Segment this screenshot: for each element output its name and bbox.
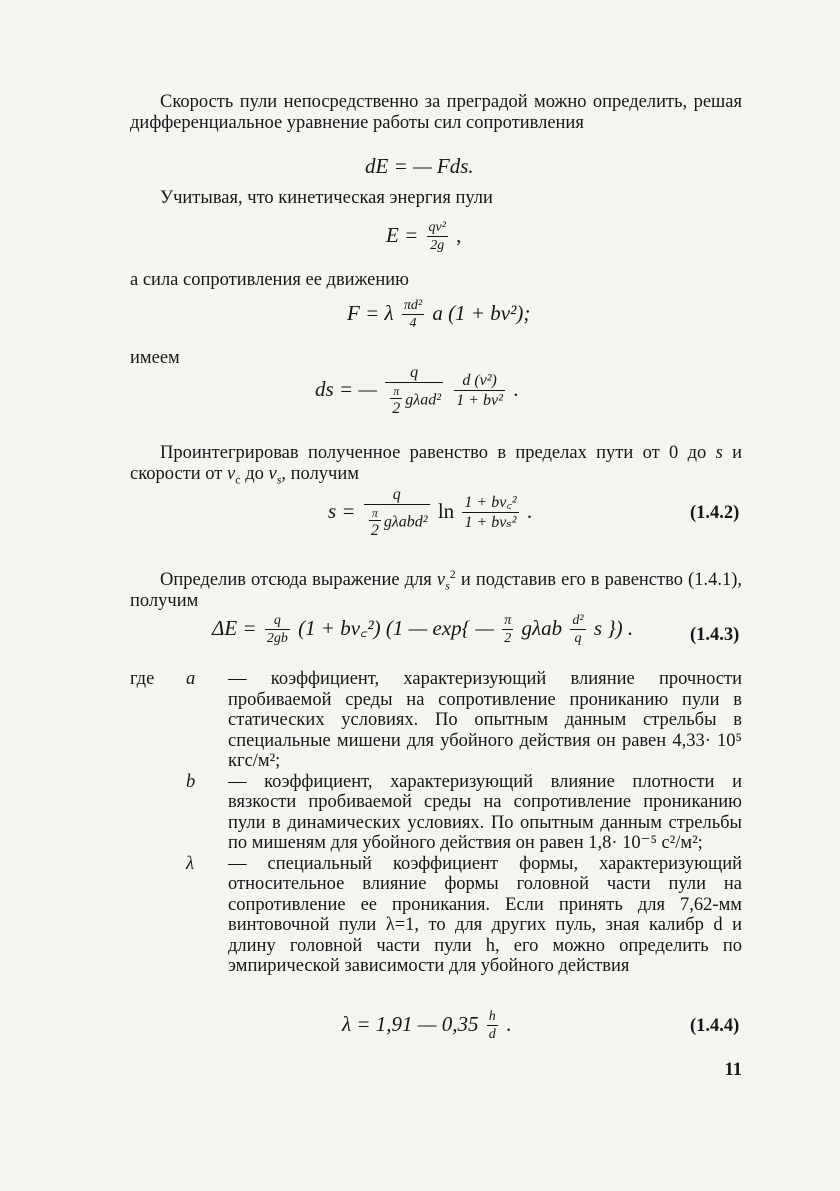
page-number: 11 [724,1060,742,1080]
paragraph-2: Учитывая, что кинетическая энергия пули [160,188,493,208]
paragraph-4: имеем [130,348,180,368]
eq2-fraction: $\frac{\text{qv²}}{2g}$ [428,220,446,253]
definition-b: b — коэффициент, характеризующий влияние плотности и вязкости пробиваемой среды на сопротивление прониканию пули в динамических условиях. По опытным данным стрельбы по мишеням для убойного действия он равен 1,8· 10⁻⁵ с²/м²; [186,771,742,853]
equation-dE: dE = — Fds. [365,154,474,178]
definitions-list [130,669,742,977]
equation-resistance-force: F = λ $\frac{\text{πd²}}{4}$ a (1 + bv²); [347,298,531,331]
paragraph-3: а сила сопротивления ее движению [130,270,409,290]
paragraph-5: Проинтегрировав полученное равенство в пределах пути от 0 до s и скорости от $v_c$ до $v_s$, получим [130,443,743,487]
equation-ds: ds = — q $\frac{\pi}{2}$ gλad² $\frac{\text{d (v²)}}{\text{1 + bv²}}$ . [315,364,519,417]
equation-number-1-4-2: (1.4.2) [690,503,740,523]
equation-kinetic-energy: E = $\frac{\text{qv²}}{2g}$ , [386,220,462,253]
definition-lambda: λ — специальный коэффициент формы, характеризующий относительное влияние формы головной части пули на сопротивление ее проникания. Если принять для 7,62-мм винтовочной пули λ=1, то для других пуль, зная калибр d и длину головной части пули h, его можно определить по эмпирической зависимости для убойного действия [186,853,742,976]
equation-number-1-4-3: (1.4.3) [690,625,740,645]
equation-number-1-4-4: (1.4.4) [690,1016,740,1036]
equation-delta-E: ΔE = $\frac{q}{2gb}$ (1 + bv꜀²) (1 — exp{ — $\frac{\pi}{2}$ gλab $\frac{\text{d²}}{q}$ s }) . [212,613,634,646]
paragraph-6: Определив отсюда выражение для $v_s^2$ и подставив его в равенство (1.4.1), получим [130,566,742,611]
eq2-lhs: E = [386,222,419,247]
paragraph-1: Скорость пули непосредственно за преградой можно определить, решая дифференциальное уравнение работы сил сопротивления [130,92,742,133]
equation-lambda: λ = 1,91 — 0,35 $\frac{h}{d}$ . [342,1009,512,1042]
definition-a: a — коэффициент, характеризующий влияние прочности пробиваемой среды на сопротивление прониканию пули в статических условиях. По опытным данным стрельбы в специальные мишени для убойного действия он равен 4,33· 10⁵ кгс/м²; [186,669,742,771]
equation-s: s = q $\frac{\pi}{2}$ gλabd² ln $\frac{\text{1 + bv꜀²}}{\text{1 + bvₛ²}}$ . [328,486,533,539]
where-label: где [130,669,155,689]
